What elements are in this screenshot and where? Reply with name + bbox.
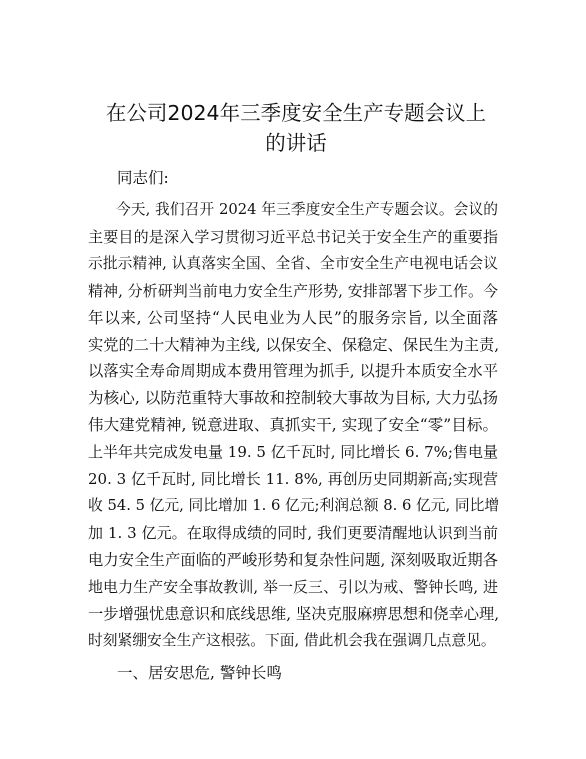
paragraph-line: 以落实全寿命周期成本费用管理为抓手, 以提升本质安全水平 [88,362,498,381]
paragraph-line: 实党的二十大精神为主线, 以保安全、保稳定、保民生为主责, [88,335,500,354]
section-heading: 一、居安思危, 警钟长鸣 [117,664,282,682]
paragraph-line: 今天, 我们召开 2024 年三季度安全生产专题会议。会议的 [116,201,498,218]
document-title: 在公司2024年三季度安全生产专题会议上的讲话 [105,101,487,155]
body-paragraph [88,197,498,654]
paragraph-line: 年以来, 公司坚持“人民电业为人民”的服务宗旨, 以全面落 [88,308,498,327]
paragraph-line: 时刻紧绷安全生产这根弦。下面, 借此机会我在强调几点意见。 [88,631,496,649]
paragraph-line: 加 1. 3 亿元。在取得成绩的同时, 我们更要清醒地认识到当前 [88,523,498,542]
paragraph-line: 伟大建党精神, 锐意进取、真抓实干, 实现了安全“零”目标。 [88,416,498,435]
paragraph-line: 收 54. 5 亿元, 同比增加 1. 6 亿元;利润总额 8. 6 亿元, 同比增 [88,496,500,514]
paragraph-line: 示批示精神, 认真落实全国、全省、全市安全生产电视电话会议 [88,254,498,272]
paragraph-line: 一步增强忧患意识和底线思维, 坚决克服麻痹思想和侥幸心理, [88,604,500,623]
paragraph-line: 电力安全生产面临的严峻形势和复杂性问题, 深刻吸取近期各 [88,550,498,569]
paragraph-line: 为核心, 以防范重特大事故和控制较大事故为目标, 大力弘扬 [88,389,498,408]
paragraph-line: 主要目的是深入学习贯彻习近平总书记关于安全生产的重要指 [88,227,498,246]
salutation: 同志们: [117,169,169,187]
paragraph-line: 精神, 分析研判当前电力安全生产形势, 安排部署下步工作。今 [88,281,498,300]
paragraph-line: 地电力生产安全事故教训, 举一反三、引以为戒、警钟长鸣, 进 [88,577,498,596]
paragraph-line: 20. 3 亿千瓦时, 同比增长 11. 8%, 再创历史同期新高;实现营 [88,470,498,489]
paragraph-line: 上半年共完成发电量 19. 5 亿千瓦时, 同比增长 6. 7%;售电量 [88,443,498,462]
